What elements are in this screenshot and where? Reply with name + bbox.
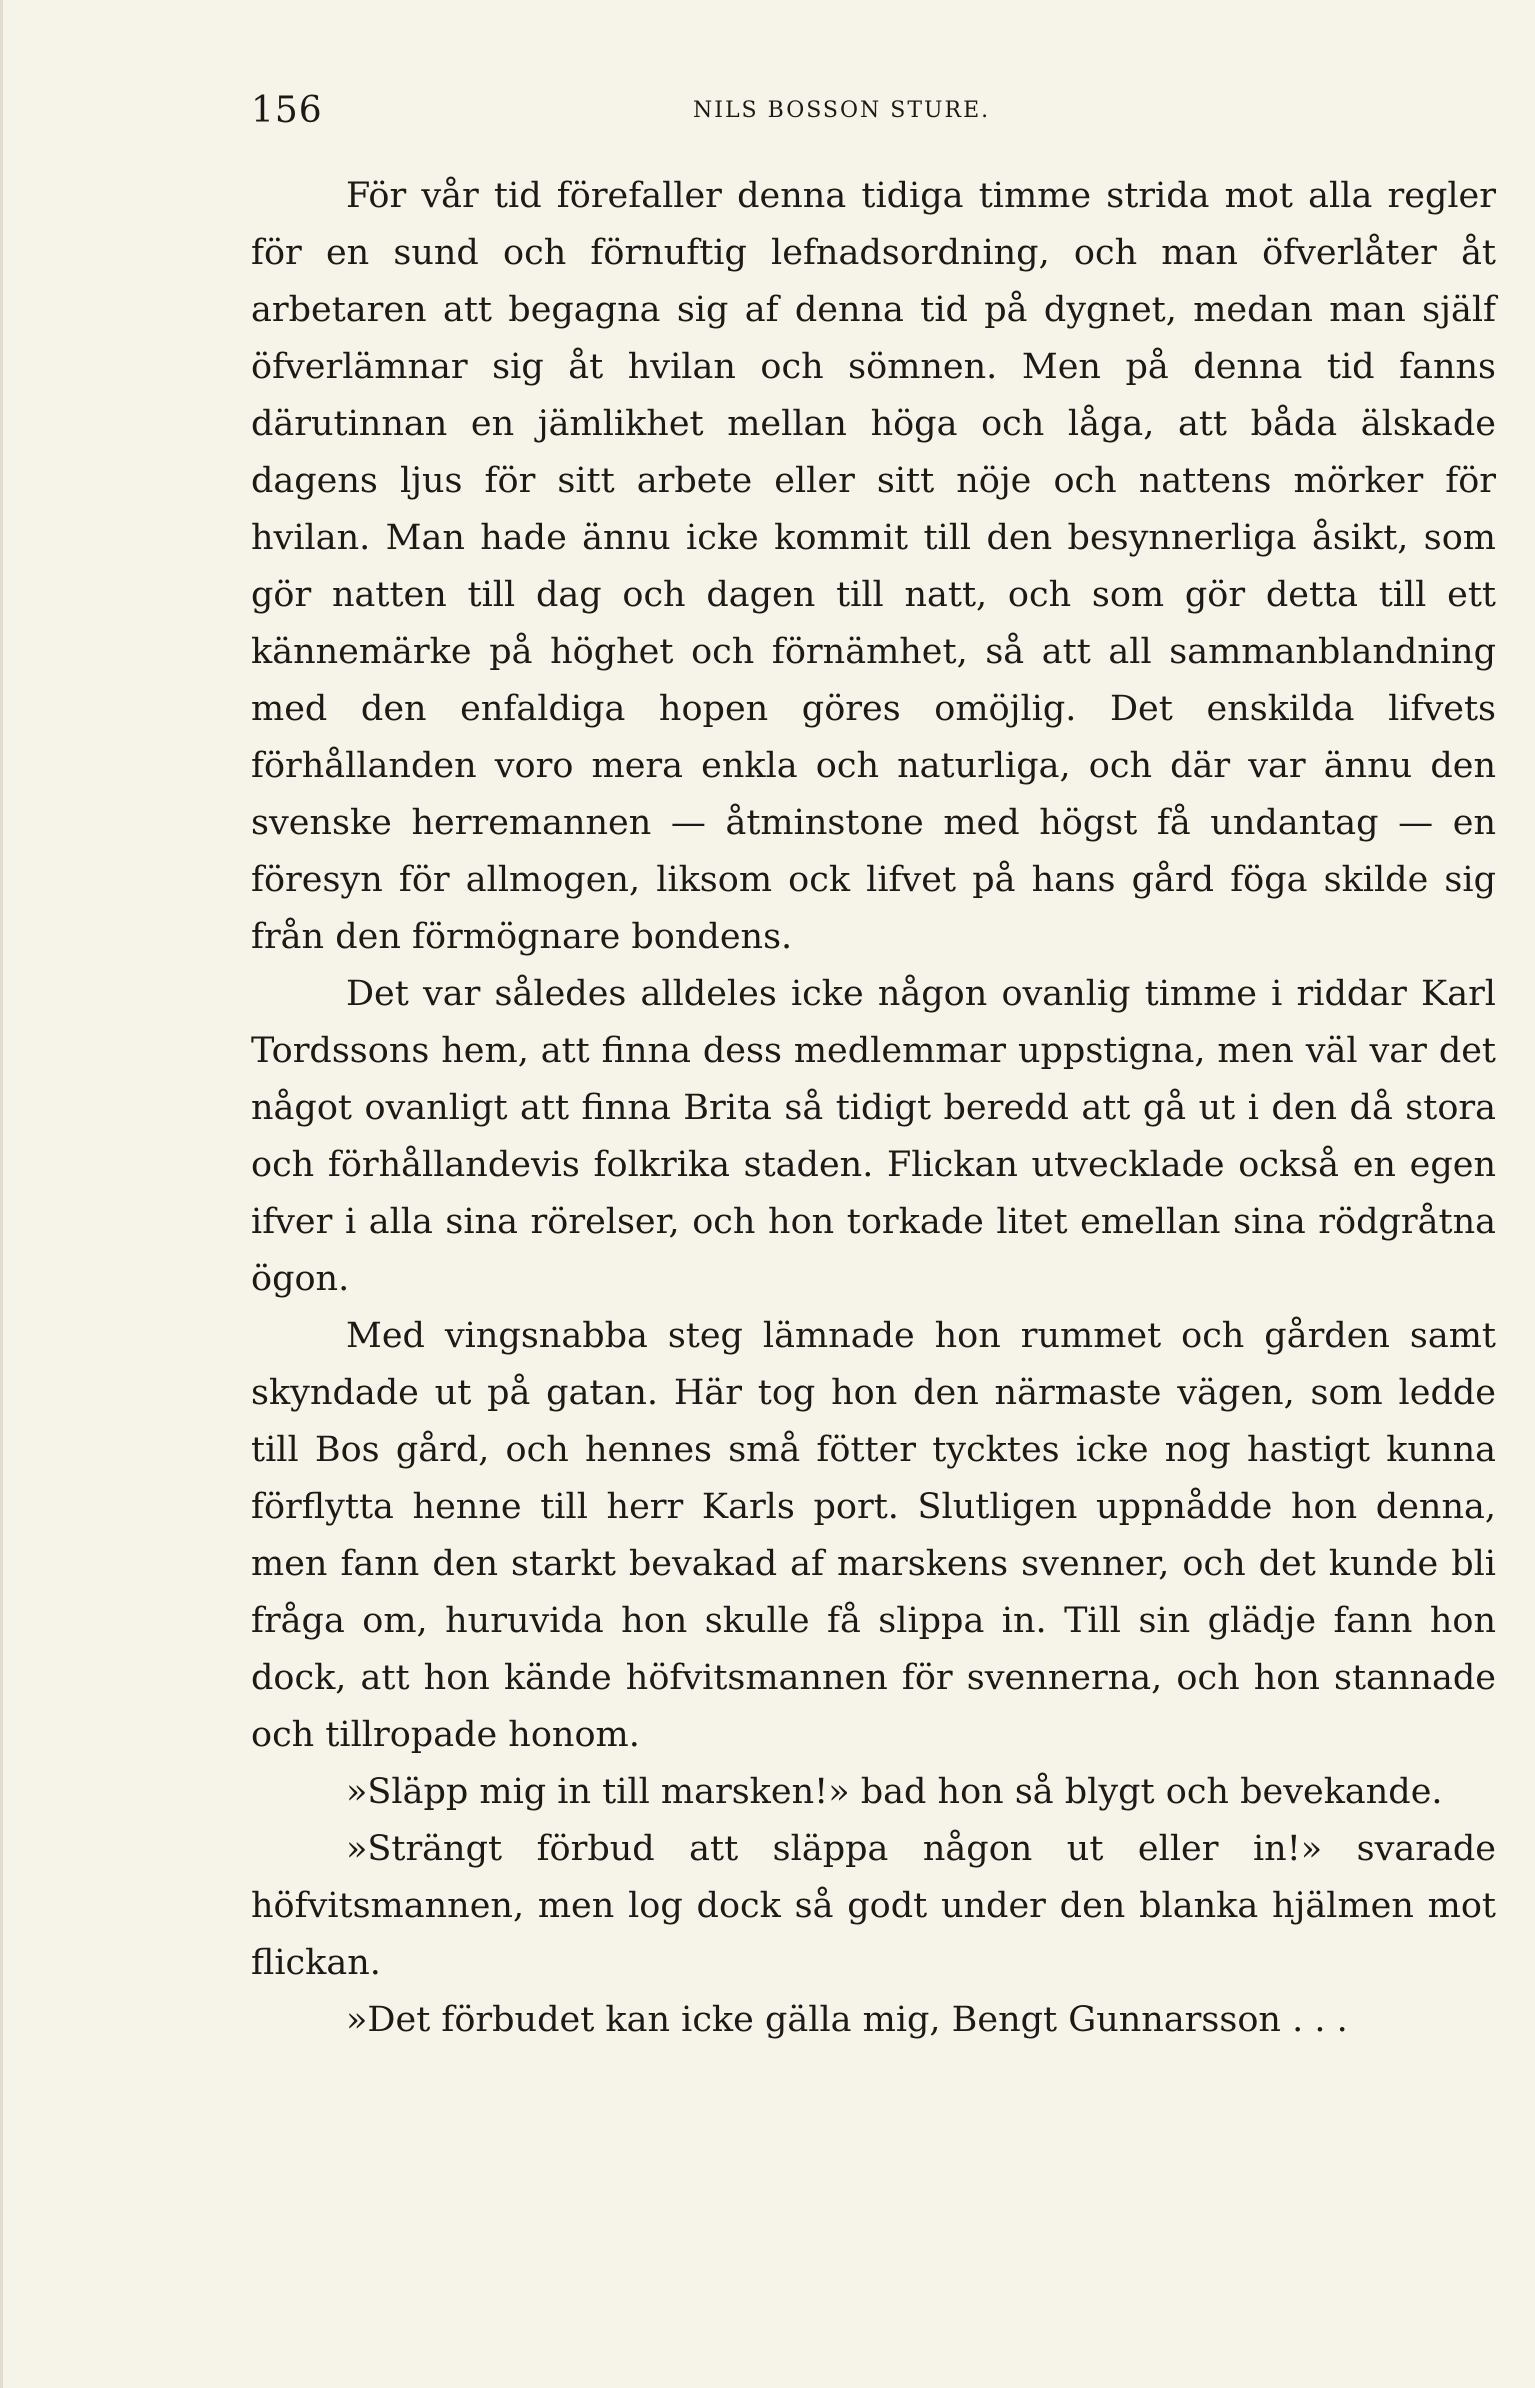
paragraph: »Det förbudet kan icke gälla mig, Bengt Gunnarsson . . . (346, 2000, 1348, 2040)
paragraph: Med vingsnabba steg lämnade hon rummet och gården samt skyndade ut på gatan. Här tog hon den närmaste vägen, som ledde till Bos gård, och hennes små fötter tycktes icke nog hastigt kunna förflytta henne till herr Karls port. Slutligen uppnådde hon denna, men fann den starkt bevakad af marskens svenner, och det kunde bli fråga om, huruvida hon skulle få slippa in. Till sin glädje fann hon dock, att hon kände höfvitsmannen för svennerna, och hon stannade och tillropade honom. (251, 1316, 1496, 1755)
paragraph: »Släpp mig in till marsken!» bad hon så blygt och bevekande. (346, 1772, 1443, 1812)
page-header (251, 90, 1496, 146)
page-number: 156 (251, 90, 323, 131)
body-text (251, 168, 1496, 2049)
paragraph: »Strängt förbud att släppa någon ut eller in!» svarade höfvitsmannen, men log dock så godt under den blanka hjälmen mot flickan. (251, 1829, 1496, 1983)
paragraph: Det var således alldeles icke någon ovanlig timme i riddar Karl Tordssons hem, att finna dess medlemmar uppstigna, men väl var det något ovanligt att finna Brita så tidigt beredd att gå ut i den då stora och förhållandevis folkrika staden. Flickan utvecklade också en egen ifver i alla sina rörelser, och hon torkade litet emellan sina rödgråtna ögon. (251, 974, 1496, 1299)
running-head: NILS BOSSON STURE. (693, 98, 991, 123)
paragraph: För vår tid förefaller denna tidiga timme strida mot alla regler för en sund och förnuftig lefnadsordning, och man öfverlåter åt arbetaren att begagna sig af denna tid på dygnet, medan man själf öfverlämnar sig åt hvilan och sömnen. Men på denna tid fanns därutinnan en jämlikhet mellan höga och låga, att båda älskade dagens ljus för sitt arbete eller sitt nöje och nattens mörker för hvilan. Man hade ännu icke kommit till den besynnerliga åsikt, som gör natten till dag och dagen till natt, och som gör detta till ett kännemärke på höghet och förnämhet, så att all sammanblandning med den enfaldiga hopen göres omöjlig. Det enskilda lifvets förhållanden voro mera enkla och naturliga, och där var ännu den svenske herremannen — åtminstone med högst få undantag — en föresyn för allmogen, liksom ock lifvet på hans gård föga skilde sig från den förmögnare bondens. (251, 176, 1496, 957)
